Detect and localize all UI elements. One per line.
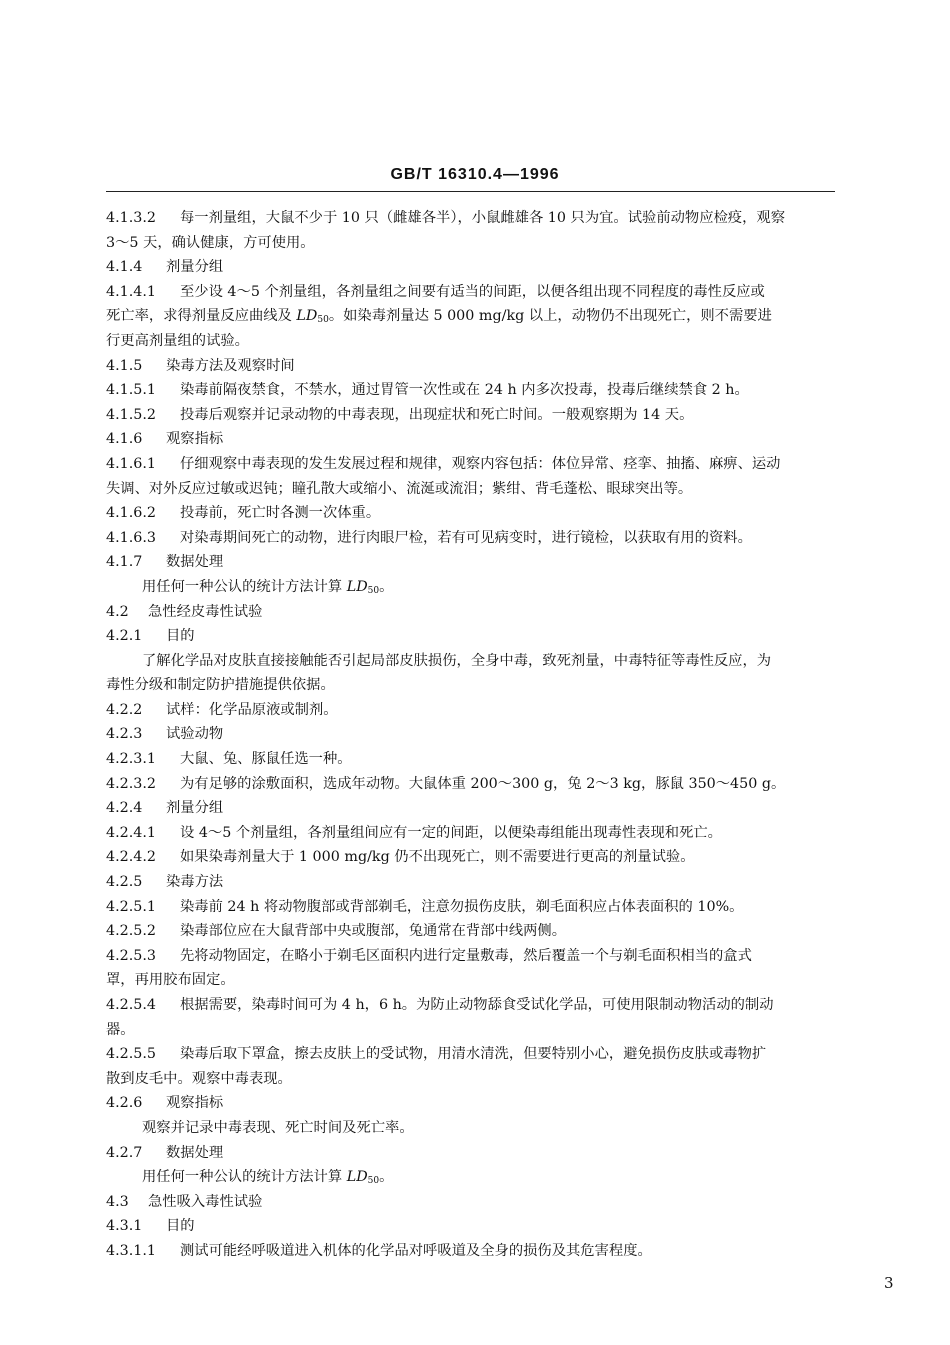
section-number: 4.2.5.3 <box>106 947 157 964</box>
line-text: 行更高剂量组的试验。 <box>106 332 249 349</box>
line-text: 设 4～5 个剂量组，各剂量组间应有一定的间距，以便染毒组能出现毒性表现和死亡。 <box>180 824 722 841</box>
section-number: 4.1.5.2 <box>106 406 157 423</box>
section-number: 4.1.7 <box>106 554 143 571</box>
text-line <box>106 304 838 329</box>
line-text: 3～5 天，确认健康，方可使用。 <box>106 234 315 251</box>
line-text: 仔细观察中毒表现的发生发展过程和规律，观察内容包括：体位异常、痉挛、抽搐、麻痹、运动 <box>180 455 781 472</box>
text-line <box>106 452 838 477</box>
section-number: 4.2.4 <box>106 800 143 817</box>
section-number: 4.2.5.1 <box>106 898 157 915</box>
page-number: 3 <box>884 1274 894 1292</box>
text-line <box>106 944 838 969</box>
text-line <box>106 1141 838 1166</box>
text-line <box>106 1190 838 1215</box>
text-line <box>106 403 838 428</box>
section-number: 4.2.3 <box>106 726 143 743</box>
section-number: 4.2.1 <box>106 628 143 645</box>
line-text: 染毒前 24 h 将动物腹部或背部剃毛，注意勿损伤皮肤，剃毛面积应占体表面积的 10%。 <box>180 898 744 915</box>
text-line <box>106 378 838 403</box>
section-number: 4.2.7 <box>106 1144 143 1161</box>
line-text: 试样：化学品原液或制剂。 <box>166 701 338 718</box>
text-line <box>106 206 838 231</box>
line-text: 目的 <box>166 628 195 645</box>
section-number: 4.3.1 <box>106 1218 143 1235</box>
text-line <box>106 1091 838 1116</box>
line-text: 了解化学品对皮肤直接接触能否引起局部皮肤损伤，全身中毒，致死剂量，中毒特征等毒性反应，为 <box>142 652 772 669</box>
text-line <box>106 649 838 674</box>
line-text: 染毒方法及观察时间 <box>166 357 295 374</box>
text-line <box>106 698 838 723</box>
text-line <box>106 722 838 747</box>
line-text: 试验动物 <box>166 726 224 743</box>
section-number: 4.1.4 <box>106 259 143 276</box>
section-number: 4.3 <box>106 1193 129 1210</box>
section-number: 4.1.6.3 <box>106 529 157 546</box>
line-text: 每一剂量组，大鼠不少于 10 只（雌雄各半），小鼠雌雄各 10 只为宜。试验前动物应检疫，观察 <box>180 210 785 226</box>
section-number: 4.1.5.1 <box>106 382 157 399</box>
line-text: 如果染毒剂量大于 1 000 mg/kg 仍不出现死亡，则不需要进行更高的剂量试验。 <box>180 849 695 866</box>
line-text: 观察指标 <box>166 1095 224 1112</box>
line-text: 急性吸入毒性试验 <box>148 1193 263 1210</box>
text-line <box>106 1116 838 1141</box>
section-number: 4.2.4.1 <box>106 824 157 841</box>
text-line <box>106 919 838 944</box>
text-line <box>106 968 838 993</box>
text-line <box>106 796 838 821</box>
text-line <box>106 1018 838 1043</box>
text-line <box>106 821 838 846</box>
section-number: 4.1.6.1 <box>106 455 157 472</box>
text-line <box>106 231 838 256</box>
section-number: 4.2.5.5 <box>106 1046 157 1063</box>
header-rule <box>106 191 835 192</box>
line-text: 死亡率，求得剂量反应曲线及 $LD_{50}$。如染毒剂量达 5 000 mg/kg 以上，动物仍不出现死亡，则不需要进 <box>106 308 772 326</box>
text-line <box>106 993 838 1018</box>
section-number: 4.1.6.2 <box>106 505 157 522</box>
line-text: 染毒部位应在大鼠背部中央或腹部，兔通常在背部中线两侧。 <box>180 923 567 940</box>
text-line <box>106 329 838 354</box>
line-text: 先将动物固定，在略小于剃毛区面积内进行定量敷毒，然后覆盖一个与剃毛面积相当的盒式 <box>180 947 752 964</box>
text-line <box>106 1042 838 1067</box>
section-number: 4.2.3.1 <box>106 751 157 768</box>
section-number: 4.2.3.2 <box>106 775 157 792</box>
line-text: 罩，再用胶布固定。 <box>106 972 235 989</box>
section-number: 4.1.3.2 <box>106 210 157 226</box>
text-line <box>106 1239 838 1264</box>
line-text: 大鼠、兔、豚鼠任选一种。 <box>180 751 352 768</box>
document-body <box>106 206 838 1264</box>
line-text: 失调、对外反应过敏或迟钝；瞳孔散大或缩小、流涎或流泪；紫绀、背毛蓬松、眼球突出等。 <box>106 480 693 497</box>
text-line <box>106 427 838 452</box>
line-text: 至少设 4～5 个剂量组，各剂量组之间要有适当的间距，以便各组出现不同程度的毒性反应或 <box>180 283 765 300</box>
text-line <box>106 354 838 379</box>
page-header: GB/T 16310.4—1996 <box>390 166 560 183</box>
line-text: 染毒前隔夜禁食，不禁水，通过胃管一次性或在 24 h 内多次投毒，投毒后继续禁食 2 h。 <box>180 382 749 399</box>
section-number: 4.3.1.1 <box>106 1242 157 1259</box>
text-line <box>106 673 838 698</box>
text-line <box>106 255 838 280</box>
section-number: 4.2.4.2 <box>106 849 157 866</box>
section-number: 4.2.5.2 <box>106 923 157 940</box>
text-line <box>106 624 838 649</box>
section-number: 4.2.5 <box>106 874 143 891</box>
text-line <box>106 600 838 625</box>
text-line <box>106 1214 838 1239</box>
line-text: 测试可能经呼吸道进入机体的化学品对呼吸道及全身的损伤及其危害程度。 <box>180 1242 652 1259</box>
line-text: 急性经皮毒性试验 <box>148 603 263 620</box>
line-text: 剂量分组 <box>166 259 224 276</box>
line-text: 数据处理 <box>166 554 224 571</box>
text-line <box>106 477 838 502</box>
section-number: 4.1.6 <box>106 431 143 448</box>
line-text: 观察指标 <box>166 431 224 448</box>
text-line <box>106 1067 838 1092</box>
line-text: 器。 <box>106 1021 135 1038</box>
line-text: 根据需要，染毒时间可为 4 h，6 h。为防止动物舔食受试化学品，可使用限制动物活动的制动 <box>180 997 774 1013</box>
text-line <box>106 501 838 526</box>
section-number: 4.2.2 <box>106 701 143 718</box>
line-text: 数据处理 <box>166 1144 224 1161</box>
line-text: 投毒后观察并记录动物的中毒表现，出现症状和死亡时间。一般观察期为 14 天。 <box>180 406 694 423</box>
line-text: 为有足够的涂敷面积，选成年动物。大鼠体重 200～300 g，兔 2～3 kg，豚鼠 350～450 g。 <box>180 775 786 792</box>
line-text: 用任何一种公认的统计方法计算 $LD_{50}$。 <box>142 1169 394 1187</box>
text-line <box>106 747 838 772</box>
line-text: 毒性分级和制定防护措施提供依据。 <box>106 677 335 694</box>
section-number: 4.2.5.4 <box>106 997 157 1013</box>
line-text: 染毒方法 <box>166 874 224 891</box>
section-number: 4.2.6 <box>106 1095 143 1112</box>
line-text: 对染毒期间死亡的动物，进行肉眼尸检，若有可见病变时，进行镜检，以获取有用的资料。 <box>180 529 752 546</box>
text-line <box>106 845 838 870</box>
text-line <box>106 772 838 797</box>
line-text: 剂量分组 <box>166 800 224 817</box>
line-text: 染毒后取下罩盒，擦去皮肤上的受试物，用清水清洗，但要特别小心，避免损伤皮肤或毒物扩 <box>180 1046 767 1063</box>
text-line <box>106 1165 838 1190</box>
line-text: 投毒前，死亡时各测一次体重。 <box>180 505 381 522</box>
section-number: 4.1.5 <box>106 357 143 374</box>
text-line <box>106 280 838 305</box>
text-line <box>106 575 838 600</box>
line-text: 目的 <box>166 1218 195 1235</box>
text-line <box>106 550 838 575</box>
text-line <box>106 895 838 920</box>
line-text: 用任何一种公认的统计方法计算 $LD_{50}$。 <box>142 578 394 596</box>
text-line <box>106 526 838 551</box>
section-number: 4.2 <box>106 603 129 620</box>
section-number: 4.1.4.1 <box>106 283 157 300</box>
line-text: 观察并记录中毒表现、死亡时间及死亡率。 <box>142 1119 414 1136</box>
line-text: 散到皮毛中。观察中毒表现。 <box>106 1070 292 1087</box>
text-line <box>106 870 838 895</box>
